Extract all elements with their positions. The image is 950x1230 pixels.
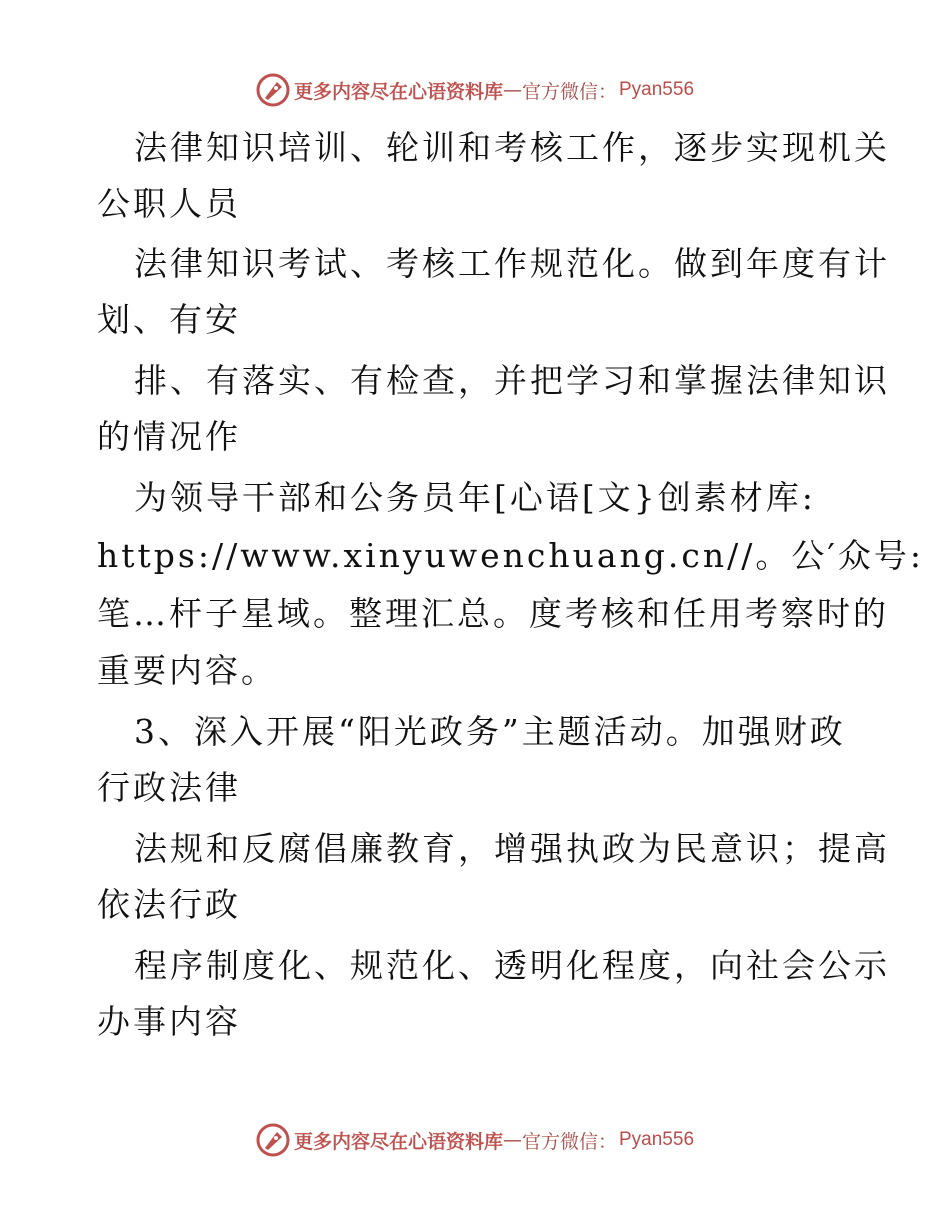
body-line-11: 3、深入开展“阳光政务”主题活动。加强财政 [134, 712, 846, 751]
watermark-site-text: 更多内容尽在心语资料库 [293, 1130, 503, 1153]
body-line-6: 的情况作 [97, 417, 241, 456]
body-line-12: 行政法律 [97, 768, 241, 807]
watermark-separator: — [502, 79, 522, 101]
watermark-wechat-id: Pyan556 [619, 1129, 695, 1150]
pen-nib-logo-icon [256, 73, 290, 107]
body-line-3: 法律知识考试、考核工作规范化。做到年度有计 [134, 244, 890, 283]
body-line-15: 程序制度化、规范化、透明化程度，向社会公示 [134, 946, 890, 985]
body-line-16: 办事内容 [97, 1002, 241, 1041]
body-line-14: 依法行政 [97, 885, 241, 924]
body-line-9: 笔…杆子星域。整理汇总。度考核和任用考察时的 [97, 594, 889, 633]
body-line-13: 法规和反腐倡廉教育，增强执政为民意识；提高 [134, 829, 890, 868]
watermark-wechat-id: Pyan556 [619, 79, 695, 100]
body-line-1: 法律知识培训、轮训和考核工作，逐步实现机关 [134, 128, 890, 167]
body-line-8: https://www.xinyuwenchuang.cn//。公′众号: [97, 536, 924, 575]
pen-nib-logo-icon [256, 1123, 290, 1157]
watermark-site-text: 更多内容尽在心语资料库 [293, 80, 503, 103]
body-line-7: 为领导干部和公务员年[心语[文}创素材库: [134, 478, 816, 517]
header-watermark [0, 70, 950, 110]
watermark-wechat-label: 官方微信： [521, 80, 617, 103]
body-line-5: 排、有落实、有检查，并把学习和掌握法律知识 [134, 361, 890, 400]
footer-watermark [0, 1120, 950, 1160]
body-line-4: 划、有安 [97, 300, 241, 339]
watermark-wechat-label: 官方微信： [521, 1130, 617, 1153]
watermark-separator: — [502, 1129, 522, 1151]
body-line-10: 重要内容。 [97, 651, 277, 690]
body-line-2: 公职人员 [97, 184, 241, 223]
